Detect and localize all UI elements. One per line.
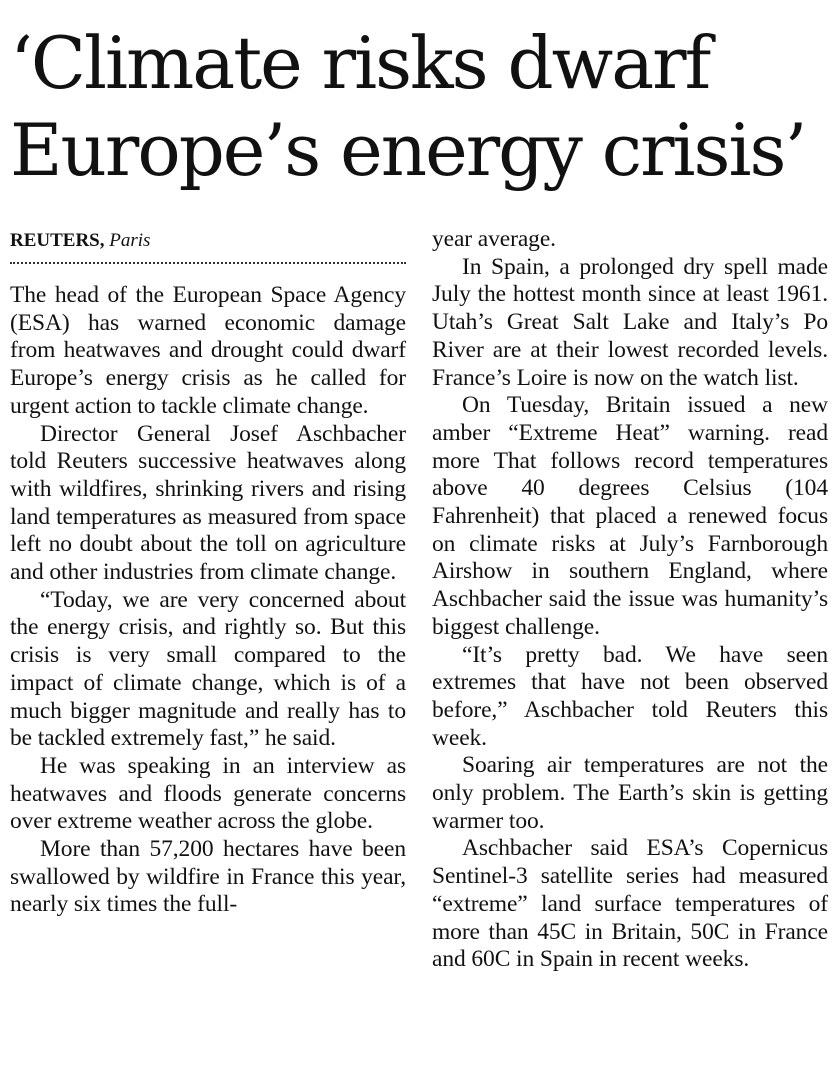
paragraph: He was speaking in an interview as heatwaves and floods generate concerns over extreme weather across the globe. (10, 752, 406, 835)
paragraph: Soaring air temperatures are not the only problem. The Earth’s skin is getting warmer too. (432, 752, 828, 834)
byline-agency: REUTERS, (10, 230, 105, 251)
paragraph: Aschbacher said ESA’s Copernicus Sentinel-3 satellite series had measured “extreme” land surface temperatures of more than 45C in Britain, 50C in France and 60C in Spain in recent weeks. (432, 835, 828, 973)
dotted-divider (10, 262, 406, 264)
paragraph: More than 57,200 hectares have been swallowed by wildfire in France this year, nearly six times the full- (10, 836, 406, 918)
article-column-left (10, 282, 406, 919)
paragraph: Director General Josef Aschbacher told Reuters successive heatwaves along with wildfires, shrinking rivers and rising land temperatures as measured from space left no doubt about the toll on agriculture and other industries from climate change. (10, 420, 406, 586)
article-column-right (432, 226, 828, 974)
byline-city: Paris (109, 230, 151, 251)
paragraph: “Today, we are very concerned about the energy crisis, and rightly so. But this crisis is very small compared to the impact of climate change, which is of a much bigger magnitude and really has to be tackled extremely fast,” he said. (10, 586, 406, 752)
paragraph: The head of the European Space Agency (ESA) has warned economic damage from heatwaves and drought could dwarf Europe’s energy crisis as he called for urgent action to tackle climate change. (10, 282, 406, 419)
headline-line-1: ‘Climate risks dwarf (10, 21, 710, 105)
paragraph: In Spain, a prolonged dry spell made July the hottest month since at least 1961. Utah’s Great Salt Lake and Italy’s Po River are at their lowest recorded levels. France’s Loire is now on the watch list. (432, 253, 828, 391)
byline (10, 229, 406, 255)
headline-line-2: Europe’s energy crisis’ (10, 108, 806, 192)
paragraph: On Tuesday, Britain issued a new amber “Extreme Heat” warning. read more That follows record temperatures above 40 degrees Celsius (104 Fahrenheit) that placed a renewed focus on climate risks at July’s Farnborough Airshow in southern England, where Aschbacher said the issue was humanity’s biggest challenge. (432, 392, 828, 640)
headline (10, 20, 830, 194)
paragraph: “It’s pretty bad. We have seen extremes that have not been observed before,” Aschbacher told Reuters this week. (432, 641, 828, 751)
paragraph-continuation: year average. (432, 226, 556, 252)
